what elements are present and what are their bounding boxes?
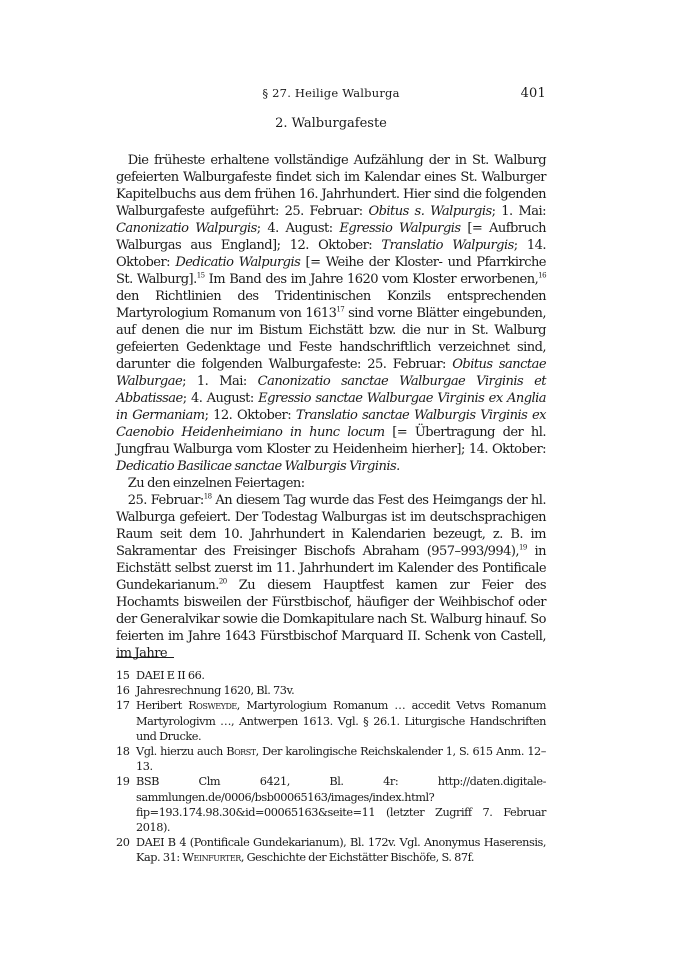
body-text	[116, 152, 546, 662]
running-title: § 27. Heilige Walburga	[262, 86, 400, 100]
page-number: 401	[520, 86, 546, 101]
footnote-15: 15 DAEI E II 66.	[116, 669, 205, 682]
footnote-16: 16 Jahresrechnung 1620, Bl. 73v.	[116, 684, 295, 698]
footnotes	[116, 668, 546, 866]
footnote-separator	[116, 657, 174, 658]
footnote-19: 19 BSB Clm 6421, Bl. 4r: http://daten.digitale-sammlungen.de/0006/bsb00065163/images/index.html?fip=193.174.98.30&id=00065163&seite=11 (letzter Zugriff 7. Februar 2018).	[116, 775, 546, 835]
footnote-ref-20[interactable]: 20	[218, 577, 227, 586]
footnote-18: 18 Vgl. hierzu auch Borst, Der karolingische Reichskalender 1, S. 615 Anm. 12–13.	[116, 745, 546, 774]
paragraph-1: Die früheste erhaltene vollständige Aufzählung der in St. Walburg gefeierten Walburgafeste findet sich im Kalendar eines St. Walburger Kapitelbuchs aus dem frühen 16. Jahrhundert. Hier sind die folgenden Walburgafeste aufgeführt: 25. Februar: Obitus s. Walpurgis; 1. Mai: Canonizatio Walpurgis; 4. August: Egressio Walpurgis [= Aufbruch Walburgas aus England]; 12. Oktober: Translatio Walpurgis; 14. Oktober: Dedicatio Walpurgis [= Weihe der Kloster- und Pfarrkirche St. Walburg].$^{15}$ Im Band des im Jahre 1620 vom Kloster erworbenen,$^{16}$ den Richtlinien des Tridentinischen Konzils entsprechenden Martyrologium Romanum von 1613$^{17}$ sind vorne Blätter eingebunden, auf denen die nur im Bistum Eichstätt bzw. die nur in St. Walburg gefeierten Gedenktage und Feste handschriftlich verzeichnet sind, darunter die folgenden Walburgafeste: 25. Februar: Obitus sanctae Walburgae; 1. Mai: Canonizatio sanctae Walburgae Virginis et Abbatissae; 4. August: Egressio sanctae Walburgae Virginis ex Anglia in Germaniam; 12. Oktober: Translatio sanctae Walburgis Virginis ex Caenobio Heidenheimiano in hunc locum [= Übertragung der hl. Jungfrau Walburga vom Kloster zu Heidenheim hierher]; 14. Oktober: Dedicatio Basilicae sanctae Walburgis Virginis.	[116, 153, 547, 474]
footnote-ref-18[interactable]: 18	[203, 492, 212, 501]
section-heading: 2. Walburgafeste	[275, 116, 387, 131]
footnote-17: 17 Heribert Rosweyde, Martyrologium Romanum … accedit Vetvs Romanum Martyrologivm …, Antwerpen 1613. Vgl. § 26.1. Liturgische Handschriften und Drucke.	[116, 699, 546, 743]
footnote-url-text[interactable]: BSB Clm 6421, Bl. 4r: http://daten.digitale-sammlungen.de/0006/bsb00065163/images/index.html?fip=193.174.98.30&id=00065163&seite=11 (letzter Zugriff 7. Februar 2018).	[136, 775, 546, 835]
running-head	[116, 86, 546, 104]
author-name: Rosweyde	[188, 699, 237, 713]
paragraph-3: 25. Februar:$^{18}$ An diesem Tag wurde das Fest des Heimgangs der hl. Walburga gefeiert. Der Todestag Walburgas ist im deutschsprachigen Raum seit dem 10. Jahrhundert in Kalendarien bezeugt, z. B. im Sakramentar des Freisinger Bischofs Abraham (957–993/994),$^{19}$ in Eichstätt selbst zuerst im 11. Jahrhundert im Kalender des Pontificale Gundekarianum.$^{20}$ Zu diesem Hauptfest kamen zur Feier des Hochamts bisweilen der Fürstbischof, häufiger der Weihbischof oder der Generalvikar sowie die Domkapitulare nach St. Walburg hinauf. So feierten im Jahre 1643 Fürstbischof Marquard II. Schenk von Castell, im Jahre	[116, 492, 546, 661]
footnote-ref-15[interactable]: 15	[196, 271, 205, 280]
footnote-ref-17[interactable]: 17	[336, 305, 345, 314]
author-name: Weinfurter	[182, 851, 241, 865]
paragraph-2: Zu den einzelnen Feiertagen:	[127, 476, 305, 491]
footnote-ref-16[interactable]: 16	[538, 271, 546, 280]
footnote-ref-19[interactable]: 19	[519, 543, 527, 552]
footnote-20: 20 DAEI B 4 (Pontificale Gundekarianum), Bl. 172v. Vgl. Anonymus Haserensis, Kap. 31: Weinfurter, Geschichte der Eichstätter Bischöfe, S. 87f.	[116, 836, 546, 865]
author-name: Borst	[226, 745, 256, 759]
